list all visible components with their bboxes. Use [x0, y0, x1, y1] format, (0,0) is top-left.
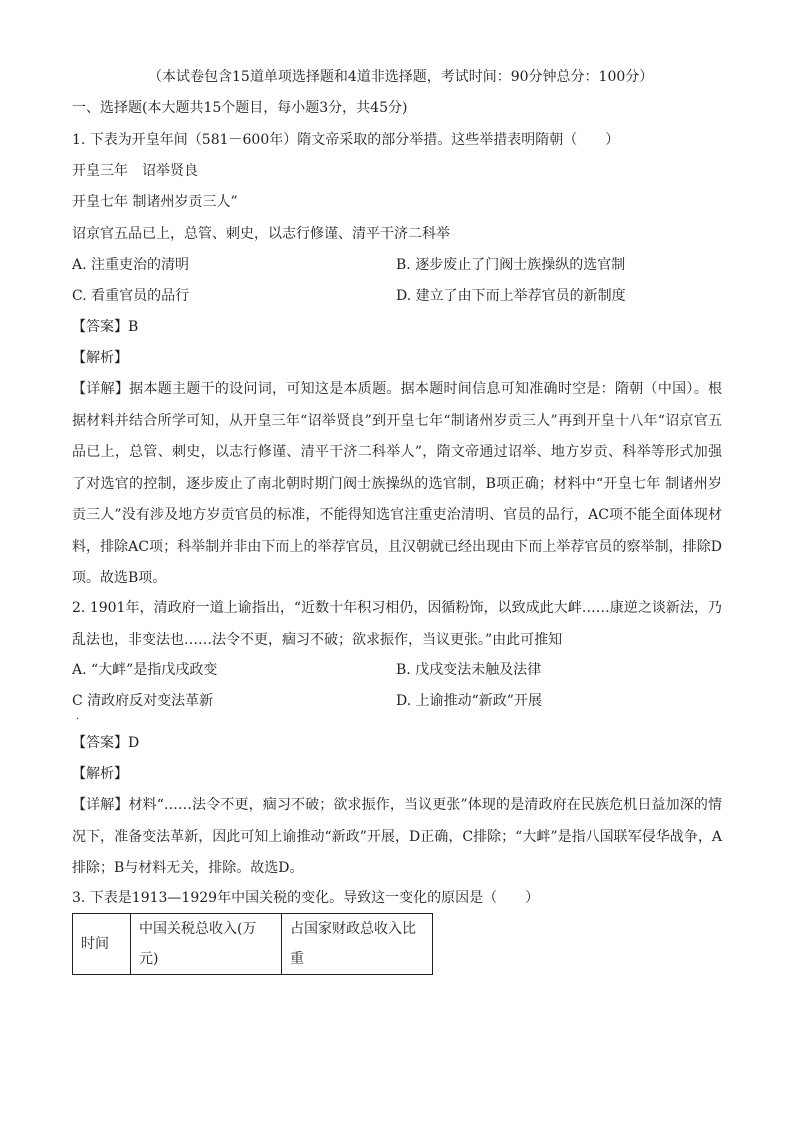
q1-item2: 开皇七年 制诸州岁贡三人”: [72, 194, 238, 210]
section-title: 一、选择题(本大题共15个题目，每小题3分，共45分): [72, 100, 408, 116]
table-row: [73, 914, 433, 975]
q1-option-d: D. 建立了由下而上举荐官员的新制度: [396, 288, 626, 304]
table-header-cell: 占国家财政总收入比重: [282, 914, 433, 975]
q1-analysis-label: 【解析】: [72, 350, 128, 366]
q1-answer: 【答案】B: [72, 319, 139, 335]
q1-detail: 【详解】据本题主题干的设问词，可知这是本质题。据本题时间信息可知准确时空是：隋朝（中国）。根据材料并结合所学可知，从开皇三年“诏举贤良”到开皇七年“制诸州岁贡三人”再到开皇十八年“诏京官五品已上，总管、刺史，以志行修谨、清平干济二科举人”，隋文帝通过诏举、地方岁贡、科举等形式加强了对选官的控制，逐步废止了南北朝时期门阀士族操纵的选官制，B项正确；材料中“开皇七年 制诸州岁贡三人”没有涉及地方岁贡官员的标准，不能得知选官注重吏治清明、官员的品行，AC项不能全面体现材料，排除AC项；科举制并非由下而上的举荐官员，且汉朝就已经出现由下而上举荐官员的察举制，排除D项。故选B项。: [72, 381, 722, 586]
q1-option-c: C. 看重官员的品行: [72, 288, 190, 304]
q2-option-a: A. “大衅”是指戊戌政变: [72, 662, 218, 678]
q1-option-b: B. 逐步废止了门阀士族操纵的选官制: [396, 257, 626, 273]
table-header-cell: 时间: [73, 914, 131, 975]
q3-table: [72, 913, 433, 975]
q2-detail: 【详解】材料“……法令不更，痼习不破；欲求振作，当议更张”体现的是清政府在民族危机日益加深的情况下，准备变法革新，因此可知上谕推动“新政”开展，D正确，C排除；“大衅”是指八国联军侵华战争，A排除；B与材料无关，排除。故选D。: [72, 797, 722, 876]
q1-item3: 诏京官五品已上，总管、刺史，以志行修谨、清平干济二科举: [72, 226, 450, 242]
q2-answer: 【答案】D: [72, 735, 140, 751]
header-note: （本试卷包含15道单项选择题和4道非选择题，考试时间：90分钟总分：100分）: [148, 69, 654, 85]
q1-item1: 开皇三年 诏举贤良: [72, 163, 198, 179]
table-header-cell: 中国关税总收入(万元): [131, 914, 282, 975]
q3-stem: 3. 下表是1913—1929年中国关税的变化。导致这一变化的原因是（ ）: [72, 890, 540, 906]
q1-option-a: A. 注重吏治的清明: [72, 257, 190, 273]
q2-option-b: B. 戊戌变法未触及法律: [396, 662, 542, 678]
q2-option-d: D. 上谕推动“新政”开展: [396, 693, 542, 709]
stray-dot: ·: [76, 714, 80, 725]
q2-option-c: C 清政府反对变法革新: [72, 693, 214, 709]
q1-stem: 1. 下表为开皇年间（581－600年）隋文帝采取的部分举措。这些举措表明隋朝（ ）: [72, 132, 620, 148]
q2-stem: 2. 1901年，清政府一道上谕指出，“近数十年积习相仍，因循粉饰，以致成此大衅……康逆之谈新法，乃乱法也，非变法也……法令不更，痼习不破；欲求振作，当议更张。”由此可推知: [72, 600, 722, 648]
q2-analysis-label: 【解析】: [72, 766, 128, 782]
